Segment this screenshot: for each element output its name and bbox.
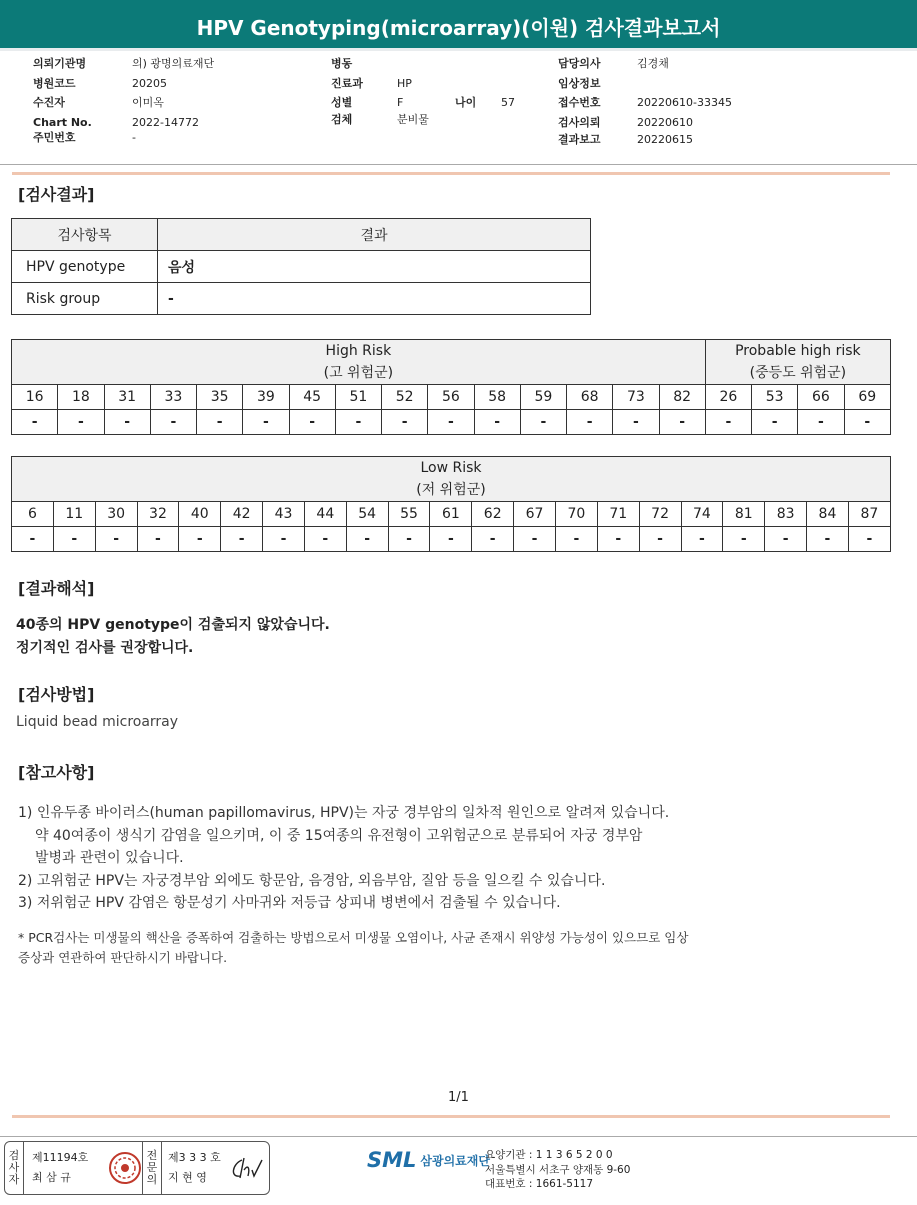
info-label: 의뢰기관명 [33, 57, 87, 70]
genotype-cell: 74 [681, 502, 723, 527]
info-value: 의) 광명의료재단 [132, 57, 215, 70]
genotype-result-cell: - [150, 410, 196, 435]
info-label: 병동 [331, 57, 353, 70]
interpretation-rest: 이 검출되지 않았습니다. [179, 617, 330, 633]
genotype-cell: 11 [53, 502, 95, 527]
genotype-result-cell: - [335, 410, 381, 435]
interpretation-line1 [16, 614, 330, 637]
info-value: F [397, 96, 404, 109]
genotype-cell: 54 [346, 502, 388, 527]
note-line: 증상과 연관하여 판단하시기 바랍니다. [18, 950, 228, 965]
result-table [11, 218, 591, 315]
high-risk-header [12, 340, 891, 385]
genotype-cell: 67 [514, 502, 556, 527]
probable-high-risk-group [705, 340, 890, 385]
genotype-result-cell: - [659, 410, 705, 435]
reference-item: 발병과 관련이 있습니다. [35, 850, 184, 866]
column-header: 검사항목 [12, 219, 158, 251]
genotype-result-cell: - [723, 527, 765, 552]
genotype-result-cell: - [520, 410, 566, 435]
genotype-result-cell: - [472, 527, 514, 552]
genotype-cell: 84 [807, 502, 849, 527]
probable-risk-subtitle: (중등도 위험군) [749, 365, 847, 381]
info-label: 결과보고 [558, 133, 601, 146]
genotype-result-cell: - [58, 410, 104, 435]
genotype-cell: 87 [848, 502, 890, 527]
high-risk-subtitle: (고 위험군) [323, 365, 394, 381]
table-row [12, 251, 591, 283]
section-divider [12, 172, 890, 175]
reference-item: 2) 고위험군 HPV는 자궁경부암 외에도 항문암, 음경암, 외음부암, 질암 등을 일으킬 수 있습니다. [18, 872, 606, 889]
info-value: 20205 [132, 76, 167, 90]
genotype-row [12, 385, 891, 410]
genotype-result-cell: - [137, 527, 179, 552]
header-divider [0, 164, 917, 165]
info-label: 수진자 [33, 96, 65, 109]
genotype-cell: 81 [723, 502, 765, 527]
section-result-title: [검사결과] [18, 185, 95, 204]
genotype-cell: 58 [474, 385, 520, 410]
info-value: 분비물 [397, 112, 429, 126]
result-item: Risk group [12, 283, 158, 315]
genotype-cell: 62 [472, 502, 514, 527]
page-number: 1/1 [448, 1090, 469, 1105]
low-risk-header [12, 457, 891, 502]
info-value: 20220610 [637, 115, 693, 129]
pcr-note [18, 928, 688, 968]
genotype-cell: 31 [104, 385, 150, 410]
genotype-result-cell: - [243, 410, 289, 435]
genotype-cell: 56 [428, 385, 474, 410]
genotype-result-cell: - [613, 410, 659, 435]
genotype-cell: 43 [263, 502, 305, 527]
genotype-result-cell: - [844, 410, 891, 435]
genotype-result-cell: - [346, 527, 388, 552]
genotype-cell: 51 [335, 385, 381, 410]
tester-label [5, 1142, 24, 1194]
org-phone: 대표번호 : 1661-5117 [485, 1178, 594, 1190]
genotype-cell: 30 [95, 502, 137, 527]
genotype-cell: 83 [765, 502, 807, 527]
genotype-cell: 61 [430, 502, 472, 527]
genotype-result-cell: - [597, 527, 639, 552]
genotype-result-cell: - [705, 410, 751, 435]
patient-info-col2 [331, 54, 515, 129]
low-risk-table [11, 456, 891, 552]
genotype-result-cell: - [681, 527, 723, 552]
genotype-cell: 32 [137, 502, 179, 527]
genotype-result-cell: - [304, 527, 346, 552]
tester-name: 최 삼 규 [32, 1171, 71, 1184]
genotype-result-cell: - [179, 527, 221, 552]
genotype-result-cell: - [289, 410, 335, 435]
genotype-cell: 71 [597, 502, 639, 527]
section-interpretation-title: [결과해석] [18, 579, 95, 598]
genotype-result-cell: - [430, 527, 472, 552]
info-value: 20220615 [637, 133, 693, 146]
genotype-cell: 53 [752, 385, 798, 410]
low-risk-group [12, 457, 891, 502]
footer-divider [0, 1136, 917, 1137]
genotype-cell: 45 [289, 385, 335, 410]
interpretation-text [16, 614, 330, 659]
footer-divider-pink [12, 1115, 890, 1118]
genotype-cell: 26 [705, 385, 751, 410]
table-row [12, 283, 591, 315]
org-code: 요양기관 : 1 1 3 6 5 2 0 0 [485, 1149, 613, 1161]
report-title: HPV Genotyping(microarray)(이원) 검사결과보고서 [196, 16, 721, 40]
info-label: 검사의뢰 [558, 115, 601, 129]
genotype-cell: 33 [150, 385, 196, 410]
info-label: Chart No. [33, 115, 92, 129]
interpretation-line2: 정기적인 검사를 권장합니다. [16, 639, 194, 656]
genotype-result-cell: - [639, 527, 681, 552]
info-label: 성별 [331, 96, 353, 109]
genotype-result-cell: - [388, 527, 430, 552]
low-risk-subtitle: (저 위험군) [416, 482, 486, 498]
genotype-cell: 40 [179, 502, 221, 527]
age-value: 57 [501, 96, 515, 109]
info-label: 병원코드 [33, 76, 76, 90]
genotype-row [12, 502, 891, 527]
info-value: 김경채 [637, 57, 669, 70]
info-label: 임상정보 [558, 76, 601, 90]
signature-icon [228, 1156, 266, 1182]
specialist-name: 지 현 영 [168, 1171, 207, 1184]
genotype-cell: 6 [12, 502, 54, 527]
title-bar [0, 0, 917, 51]
tester-label-text: 검 사 자 [8, 1149, 20, 1186]
note-line: * PCR검사는 미생물의 핵산을 증폭하여 검출하는 방법으로서 미생물 오염이나, 사균 존재시 위양성 가능성이 있으므로 임상 [18, 930, 689, 945]
genotype-result-cell: - [12, 527, 54, 552]
age-label: 나이 [455, 96, 477, 109]
info-value: HP [397, 76, 412, 90]
genotype-cell: 82 [659, 385, 705, 410]
reference-item: 3) 저위험군 HPV 감염은 항문성기 사마귀와 저등급 상피내 병변에서 검출될 수 있습니다. [18, 895, 561, 911]
high-risk-table [11, 339, 891, 435]
genotype-cell: 35 [197, 385, 243, 410]
genotype-cell: 42 [221, 502, 263, 527]
specialist-label-text: 전 문 의 [146, 1149, 158, 1186]
genotype-result-cell: - [12, 410, 58, 435]
genotype-result-cell: - [514, 527, 556, 552]
genotype-cell: 39 [243, 385, 289, 410]
genotype-result-cell: - [197, 410, 243, 435]
genotype-result-row [12, 410, 891, 435]
column-header: 결과 [158, 219, 591, 251]
specialist-license: 제3 3 3 호 [168, 1151, 221, 1164]
patient-info-col1 [33, 54, 214, 148]
info-value: - [132, 131, 136, 144]
interpretation-bold: 40종의 HPV genotype [16, 617, 180, 633]
genotype-cell: 66 [798, 385, 844, 410]
patient-info-col3 [558, 54, 732, 150]
org-name: 삼광의료재단 [420, 1153, 490, 1168]
genotype-cell: 44 [304, 502, 346, 527]
info-value: 2022-14772 [132, 115, 199, 129]
reference-list [18, 802, 669, 915]
genotype-result-cell: - [95, 527, 137, 552]
info-value: 20220610-33345 [637, 96, 732, 109]
genotype-result-row [12, 527, 891, 552]
genotype-result-cell: - [848, 527, 890, 552]
genotype-cell: 59 [520, 385, 566, 410]
info-label: 주민번호 [33, 131, 76, 144]
section-reference-title: [참고사항] [18, 763, 95, 782]
low-risk-title: Low Risk [420, 460, 482, 476]
genotype-result-cell: - [798, 410, 844, 435]
genotype-result-cell: - [221, 527, 263, 552]
info-label: 진료과 [331, 76, 363, 90]
result-table-header [12, 219, 591, 251]
specialist-label [142, 1142, 162, 1194]
genotype-result-cell: - [428, 410, 474, 435]
genotype-result-cell: - [807, 527, 849, 552]
info-label: 접수번호 [558, 96, 601, 109]
high-risk-group [12, 340, 706, 385]
genotype-result-cell: - [382, 410, 428, 435]
genotype-cell: 69 [844, 385, 891, 410]
genotype-cell: 70 [555, 502, 597, 527]
result-item: HPV genotype [12, 251, 158, 283]
genotype-result-cell: - [555, 527, 597, 552]
org-address: 서울특별시 서초구 양재동 9-60 [485, 1163, 631, 1176]
specialist-info [162, 1142, 269, 1194]
genotype-cell: 68 [567, 385, 613, 410]
reference-item: 1) 인유두종 바이러스(human papillomavirus, HPV)는 자궁 경부암의 일차적 원인으로 알려져 있습니다. [18, 805, 670, 821]
method-text: Liquid bead microarray [16, 714, 179, 730]
sml-logo: SML [367, 1148, 417, 1172]
signature-box [4, 1141, 270, 1195]
genotype-result-cell: - [104, 410, 150, 435]
result-value: 음성 [158, 251, 591, 283]
info-label: 검체 [331, 112, 353, 126]
result-value: - [158, 283, 591, 315]
section-method-title: [검사방법] [18, 685, 95, 704]
seal-icon [108, 1151, 142, 1185]
genotype-cell: 73 [613, 385, 659, 410]
org-logo [367, 1148, 490, 1172]
genotype-cell: 16 [12, 385, 58, 410]
tester-license: 제11194호 [32, 1151, 89, 1164]
genotype-cell: 52 [382, 385, 428, 410]
probable-risk-title: Probable high risk [735, 343, 861, 359]
genotype-result-cell: - [752, 410, 798, 435]
org-contact [485, 1148, 630, 1192]
info-value: 이미옥 [132, 96, 164, 109]
genotype-result-cell: - [567, 410, 613, 435]
high-risk-title: High Risk [325, 343, 392, 359]
genotype-result-cell: - [765, 527, 807, 552]
genotype-cell: 72 [639, 502, 681, 527]
genotype-cell: 55 [388, 502, 430, 527]
reference-item: 약 40여종이 생식기 감염을 일으키며, 이 중 15여종의 유전형이 고위험군으로 분류되어 자궁 경부암 [35, 827, 643, 844]
tester-info [24, 1142, 142, 1194]
genotype-result-cell: - [53, 527, 95, 552]
genotype-result-cell: - [474, 410, 520, 435]
genotype-cell: 18 [58, 385, 104, 410]
genotype-result-cell: - [263, 527, 305, 552]
info-label: 담당의사 [558, 57, 601, 70]
